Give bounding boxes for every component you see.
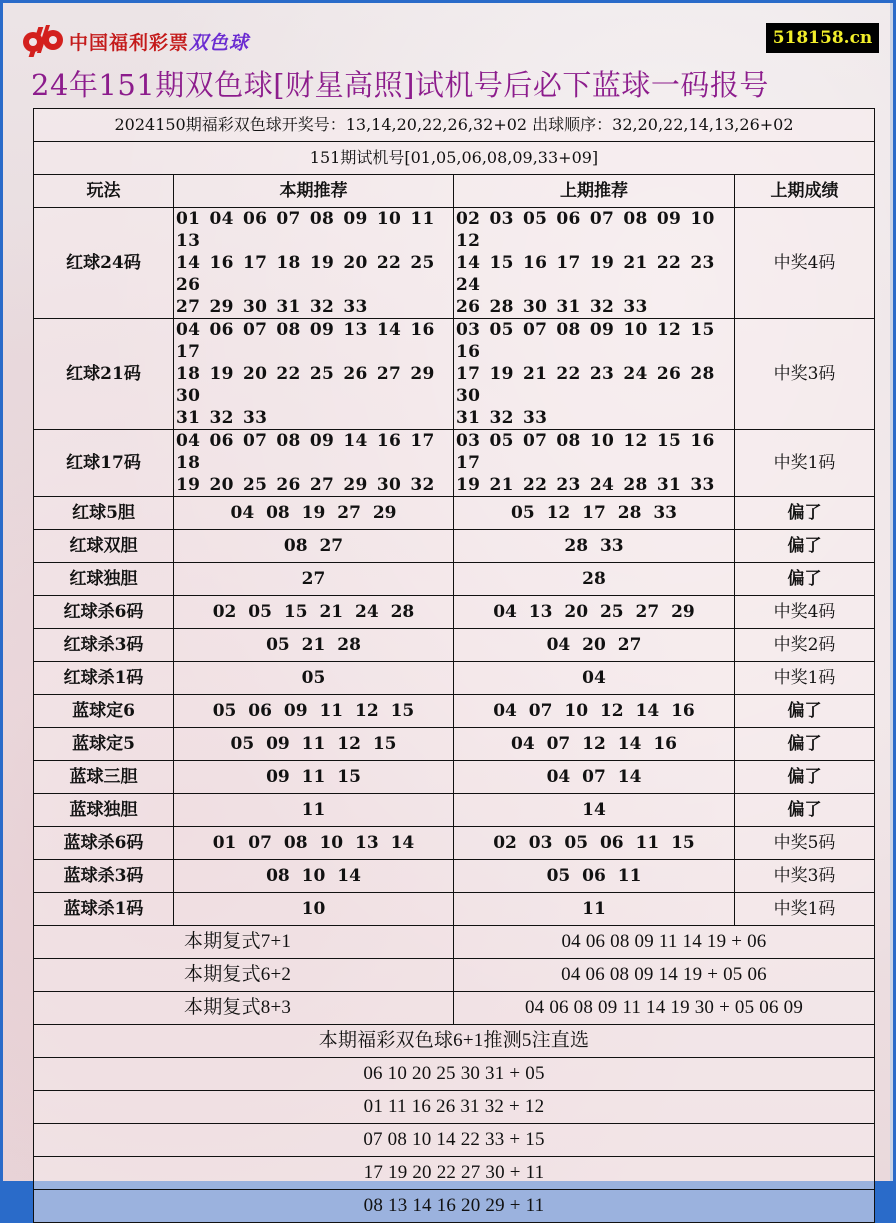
welfare-lottery-logo-icon <box>21 25 65 57</box>
result-cell: 中奖3码 <box>735 319 875 430</box>
result-cell: 中奖4码 <box>735 208 875 319</box>
number-line: 27 29 30 31 32 33 <box>176 297 368 317</box>
current-numbers: 10 <box>174 893 454 926</box>
row-label: 红球24码 <box>34 208 174 319</box>
compound-numbers: 04 06 08 09 11 14 19 30 + 05 06 09 <box>454 992 875 1025</box>
result-cell: 中奖1码 <box>735 662 875 695</box>
current-numbers: 08 10 14 <box>174 860 454 893</box>
number-line: 01 04 06 07 08 09 10 11 13 <box>176 209 435 251</box>
previous-numbers <box>454 208 735 319</box>
table-row <box>34 629 875 662</box>
result-cell: 中奖5码 <box>735 827 875 860</box>
table-row <box>34 563 875 596</box>
table-row <box>34 695 875 728</box>
row-label: 红球双胆 <box>34 530 174 563</box>
page-frame <box>3 3 893 1216</box>
table-row <box>34 596 875 629</box>
row-label: 红球杀1码 <box>34 662 174 695</box>
current-numbers: 05 21 28 <box>174 629 454 662</box>
pick-line: 06 10 20 25 30 31 + 05 <box>34 1058 875 1091</box>
table-row <box>34 208 875 319</box>
result-cell: 中奖1码 <box>735 430 875 497</box>
number-line: 31 32 33 <box>456 408 548 428</box>
previous-numbers <box>454 430 735 497</box>
number-line: 04 06 07 08 09 14 16 17 18 <box>176 431 435 473</box>
result-cell: 中奖2码 <box>735 629 875 662</box>
row-label: 蓝球杀1码 <box>34 893 174 926</box>
table-header-row <box>34 175 875 208</box>
current-numbers <box>174 319 454 430</box>
result-cell: 中奖1码 <box>735 893 875 926</box>
row-label: 红球21码 <box>34 319 174 430</box>
logo-text: 中国福利彩票 <box>69 31 190 54</box>
pick-row <box>34 1190 875 1223</box>
previous-numbers: 04 07 14 <box>454 761 735 794</box>
row-label: 蓝球杀6码 <box>34 827 174 860</box>
current-numbers <box>174 430 454 497</box>
number-line: 03 05 07 08 09 10 12 15 16 <box>456 320 715 362</box>
number-line: 14 16 17 18 19 20 22 25 26 <box>176 253 435 295</box>
logo-subtitle: 双色球 <box>189 31 250 54</box>
current-numbers: 08 27 <box>174 530 454 563</box>
row-label: 蓝球三胆 <box>34 761 174 794</box>
table-row <box>34 761 875 794</box>
current-numbers: 05 06 09 11 12 15 <box>174 695 454 728</box>
previous-numbers: 04 <box>454 662 735 695</box>
current-numbers: 27 <box>174 563 454 596</box>
trial-number-text: 151期试机号[01,05,06,08,09,33+09] <box>34 142 875 175</box>
pick-line: 17 19 20 22 27 30 + 11 <box>34 1157 875 1190</box>
previous-numbers: 28 <box>454 563 735 596</box>
number-line: 19 21 22 23 24 28 31 33 <box>456 475 715 495</box>
compound-label: 本期复式6+2 <box>34 959 454 992</box>
result-cell: 偏了 <box>735 794 875 827</box>
result-cell: 中奖3码 <box>735 860 875 893</box>
result-cell: 偏了 <box>735 695 875 728</box>
current-numbers: 11 <box>174 794 454 827</box>
column-header-result: 上期成绩 <box>735 175 875 208</box>
table-row <box>34 794 875 827</box>
row-label: 红球杀6码 <box>34 596 174 629</box>
current-numbers <box>174 208 454 319</box>
result-cell: 中奖4码 <box>735 596 875 629</box>
compound-label: 本期复式7+1 <box>34 926 454 959</box>
number-line: 19 20 25 26 27 29 30 32 <box>176 475 435 495</box>
row-label: 红球杀3码 <box>34 629 174 662</box>
result-cell: 偏了 <box>735 728 875 761</box>
previous-numbers: 28 33 <box>454 530 735 563</box>
previous-numbers: 04 07 10 12 14 16 <box>454 695 735 728</box>
compound-row <box>34 959 875 992</box>
number-line: 03 05 07 08 10 12 15 16 17 <box>456 431 715 473</box>
table-row <box>34 893 875 926</box>
column-header-method: 玩法 <box>34 175 174 208</box>
previous-numbers: 04 20 27 <box>454 629 735 662</box>
current-numbers: 09 11 15 <box>174 761 454 794</box>
compound-row <box>34 926 875 959</box>
number-line: 14 15 16 17 19 21 22 23 24 <box>456 253 715 295</box>
pick-line: 01 11 16 26 31 32 + 12 <box>34 1091 875 1124</box>
compound-numbers: 04 06 08 09 11 14 19 + 06 <box>454 926 875 959</box>
current-numbers: 01 07 08 10 13 14 <box>174 827 454 860</box>
compound-label: 本期复式8+3 <box>34 992 454 1025</box>
compound-numbers: 04 06 08 09 14 19 + 05 06 <box>454 959 875 992</box>
column-header-current: 本期推荐 <box>174 175 454 208</box>
current-numbers: 02 05 15 21 24 28 <box>174 596 454 629</box>
row-label: 蓝球定6 <box>34 695 174 728</box>
row-label: 红球独胆 <box>34 563 174 596</box>
row-label: 红球5胆 <box>34 497 174 530</box>
table-row <box>34 319 875 430</box>
number-line: 31 32 33 <box>176 408 268 428</box>
pick-row <box>34 1124 875 1157</box>
previous-numbers: 05 06 11 <box>454 860 735 893</box>
number-line: 18 19 20 22 25 26 27 29 30 <box>176 364 435 406</box>
previous-numbers: 05 12 17 28 33 <box>454 497 735 530</box>
result-cell: 偏了 <box>735 761 875 794</box>
table-row <box>34 530 875 563</box>
site-badge[interactable]: 518158.cn <box>766 23 879 53</box>
result-cell: 偏了 <box>735 497 875 530</box>
table-row <box>34 860 875 893</box>
previous-numbers: 04 07 12 14 16 <box>454 728 735 761</box>
previous-numbers: 11 <box>454 893 735 926</box>
table-row <box>34 827 875 860</box>
row-label: 蓝球杀3码 <box>34 860 174 893</box>
page-title: 24年151期双色球[财星高照]试机号后必下蓝球一码报号 <box>31 68 769 102</box>
current-numbers: 05 <box>174 662 454 695</box>
compound-row <box>34 992 875 1025</box>
result-cell: 偏了 <box>735 530 875 563</box>
row-label: 蓝球独胆 <box>34 794 174 827</box>
number-line: 04 06 07 08 09 13 14 16 17 <box>176 320 435 362</box>
number-line: 17 19 21 22 23 24 26 28 30 <box>456 364 715 406</box>
table-row <box>34 497 875 530</box>
table-row <box>34 662 875 695</box>
column-header-previous: 上期推荐 <box>454 175 735 208</box>
pick-line: 07 08 10 14 22 33 + 15 <box>34 1124 875 1157</box>
previous-numbers: 14 <box>454 794 735 827</box>
pick-row <box>34 1058 875 1091</box>
draw-info-row <box>34 109 875 142</box>
previous-numbers <box>454 319 735 430</box>
row-label: 蓝球定5 <box>34 728 174 761</box>
previous-numbers: 04 13 20 25 27 29 <box>454 596 735 629</box>
pick-line: 08 13 14 16 20 29 + 11 <box>34 1190 875 1223</box>
previous-numbers: 02 03 05 06 11 15 <box>454 827 735 860</box>
number-line: 26 28 30 31 32 33 <box>456 297 648 317</box>
prediction-table <box>33 108 875 1223</box>
pick-row <box>34 1091 875 1124</box>
draw-result-text: 2024150期福彩双色球开奖号：13,14,20,22,26,32+02 出球顺序：32,20,22,14,13,26+02 <box>34 109 875 142</box>
current-numbers: 05 09 11 12 15 <box>174 728 454 761</box>
result-cell: 偏了 <box>735 563 875 596</box>
picks-title-row <box>34 1025 875 1058</box>
pick-row <box>34 1157 875 1190</box>
picks-title: 本期福彩双色球6+1推测5注直选 <box>34 1025 875 1058</box>
table-row <box>34 728 875 761</box>
trial-number-row <box>34 142 875 175</box>
number-line: 02 03 05 06 07 08 09 10 12 <box>456 209 715 251</box>
current-numbers: 04 08 19 27 29 <box>174 497 454 530</box>
row-label: 红球17码 <box>34 430 174 497</box>
table-row <box>34 430 875 497</box>
lottery-logo <box>21 25 249 57</box>
